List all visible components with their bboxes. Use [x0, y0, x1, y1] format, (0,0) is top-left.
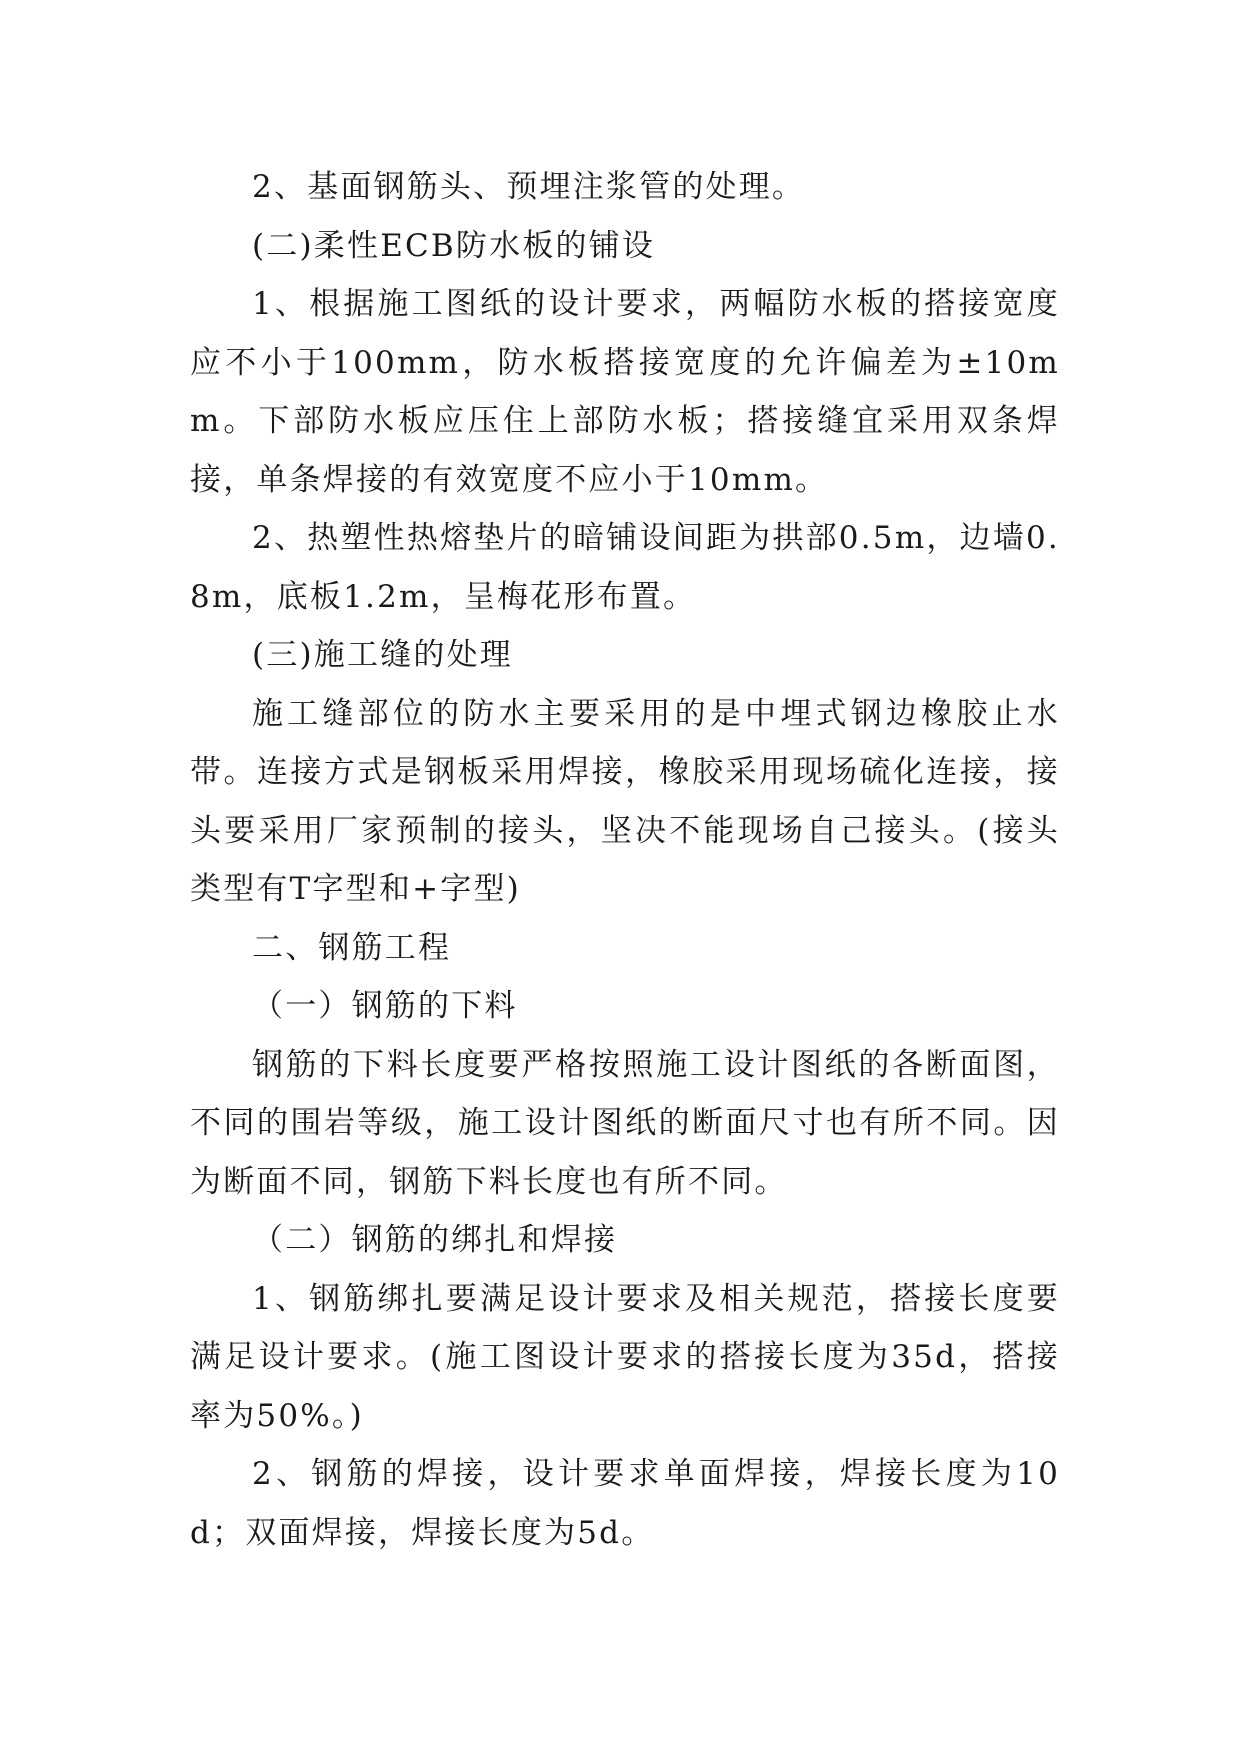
paragraph-rebar-cutting: 钢筋的下料长度要严格按照施工设计图纸的各断面图，不同的围岩等级，施工设计图纸的断面尺寸也有所不同。因为断面不同，钢筋下料长度也有所不同。: [190, 1046, 1060, 1200]
heading-ecb-membrane-laying: (二)柔性ECB防水板的铺设: [252, 227, 656, 264]
paragraph-substrate-treatment: 2、基面钢筋头、预埋注浆管的处理。: [252, 169, 806, 205]
heading-rebar-binding-welding: （二）钢筋的绑扎和焊接: [252, 1222, 618, 1258]
heading-rebar-cutting: （一）钢筋的下料: [252, 988, 518, 1024]
document-body: [190, 158, 1060, 1562]
paragraph-rebar-binding: 1、钢筋绑扎要满足设计要求及相关规范，搭接长度要满足设计要求。(施工图设计要求的搭接长度为35d，搭接率为50%。): [190, 1280, 1060, 1434]
heading-construction-joint: (三)施工缝的处理: [252, 637, 513, 673]
paragraph-rebar-welding: 2、钢筋的焊接，设计要求单面焊接，焊接长度为10d；双面焊接，焊接长度为5d。: [190, 1456, 1060, 1551]
paragraph-membrane-overlap: 1、根据施工图纸的设计要求，两幅防水板的搭接宽度应不小于100mm，防水板搭接宽度的允许偏差为±10mm。下部防水板应压住上部防水板；搭接缝宜采用双条焊接，单条焊接的有效宽度不应小于10mm。: [190, 286, 1060, 498]
paragraph-hot-melt-gasket: 2、热塑性热熔垫片的暗铺设间距为拱部0.5m，边墙0.8m，底板1.2m，呈梅花形布置。: [190, 520, 1060, 615]
paragraph-waterstop: 施工缝部位的防水主要采用的是中埋式钢边橡胶止水带。连接方式是钢板采用焊接，橡胶采用现场硫化连接，接头要采用厂家预制的接头，坚决不能现场自己接头。(接头类型有T字型和+字型): [190, 695, 1060, 907]
heading-rebar-works: 二、钢筋工程: [252, 929, 452, 966]
